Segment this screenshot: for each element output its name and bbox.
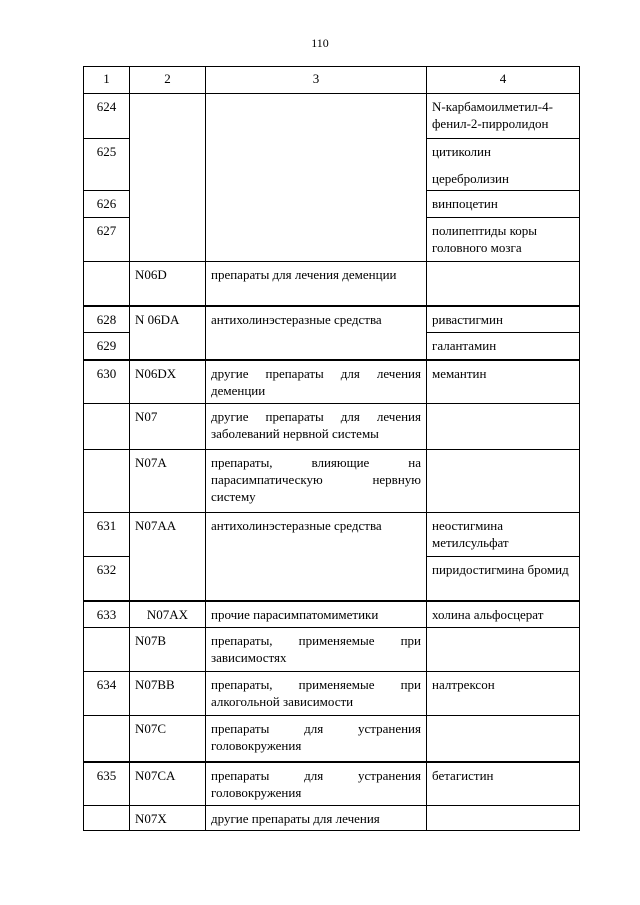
group-description: препараты для устранения головокружения — [206, 762, 427, 806]
group-description: антихолинэстеразные средства — [206, 306, 427, 360]
table-row — [84, 762, 580, 806]
drug-name: холина альфосцерат — [427, 601, 580, 628]
atc-code: N07B — [130, 628, 206, 672]
description-cell-empty — [206, 94, 427, 262]
drug-name-empty — [427, 404, 580, 450]
row-number: 634 — [84, 672, 130, 716]
row-number-empty — [84, 806, 130, 831]
code-cell-empty — [130, 94, 206, 262]
table-header-row — [84, 67, 580, 94]
row-number: 629 — [84, 333, 130, 360]
header-col-4: 4 — [427, 67, 580, 94]
row-number: 632 — [84, 557, 130, 601]
table-row — [84, 360, 580, 404]
header-col-1: 1 — [84, 67, 130, 94]
atc-code: N07CA — [130, 762, 206, 806]
drug-name-cell — [427, 139, 580, 191]
drug-name-empty — [427, 806, 580, 831]
group-description: препараты, применяемые при зависимостях — [206, 628, 427, 672]
group-description: препараты для устранения головокружения — [206, 716, 427, 762]
group-description: другие препараты для лечения заболеваний нервной системы — [206, 404, 427, 450]
atc-code: N07C — [130, 716, 206, 762]
drug-name: ривастигмин — [427, 306, 580, 333]
group-description: антихолинэстеразные средства — [206, 513, 427, 601]
atc-code: N07 — [130, 404, 206, 450]
drug-name-empty — [427, 628, 580, 672]
drug-table — [83, 66, 580, 831]
atc-code: N07BB — [130, 672, 206, 716]
group-description: препараты, применяемые при алкогольной зависимости — [206, 672, 427, 716]
row-number: 624 — [84, 94, 130, 139]
table-row — [84, 450, 580, 513]
atc-code: N06DX — [130, 360, 206, 404]
row-number-empty — [84, 716, 130, 762]
row-number: 631 — [84, 513, 130, 557]
row-number-empty — [84, 450, 130, 513]
drug-name-empty — [427, 716, 580, 762]
atc-code: N07AX — [130, 601, 206, 628]
row-number: 626 — [84, 191, 130, 218]
table-row — [84, 628, 580, 672]
table-row — [84, 306, 580, 333]
header-col-2: 2 — [130, 67, 206, 94]
table-row — [84, 513, 580, 557]
table-row — [84, 672, 580, 716]
table-row — [84, 716, 580, 762]
drug-name: неостигмина метилсульфат — [427, 513, 580, 557]
row-number-empty — [84, 404, 130, 450]
row-number-empty — [84, 262, 130, 306]
drug-name: галантамин — [427, 333, 580, 360]
drug-name: N-карбамоилметил-4-фенил-2-пирролидон — [427, 94, 580, 139]
group-description: препараты, влияющие на парасимпатическую нервную систему — [206, 450, 427, 513]
atc-code: N06D — [130, 262, 206, 306]
row-number: 625 — [84, 139, 130, 191]
drug-name: церебролизин — [432, 171, 509, 186]
table-row — [84, 94, 580, 139]
atc-code: N07AA — [130, 513, 206, 601]
row-number: 635 — [84, 762, 130, 806]
atc-code: N 06DA — [130, 306, 206, 360]
drug-name-empty — [427, 450, 580, 513]
drug-name: полипептиды коры головного мозга — [427, 218, 580, 262]
header-col-3: 3 — [206, 67, 427, 94]
table-row — [84, 806, 580, 831]
atc-code: N07X — [130, 806, 206, 831]
group-description: препараты для лечения деменции — [206, 262, 427, 306]
drug-name: винпоцетин — [427, 191, 580, 218]
drug-name: пиридостигмина бромид — [427, 557, 580, 601]
atc-code: N07A — [130, 450, 206, 513]
row-number: 628 — [84, 306, 130, 333]
table-row — [84, 404, 580, 450]
group-description: другие препараты для лечения — [206, 806, 427, 831]
row-number: 630 — [84, 360, 130, 404]
group-description: другие препараты для лечения деменции — [206, 360, 427, 404]
drug-name-empty — [427, 262, 580, 306]
table-row — [84, 262, 580, 306]
drug-name: мемантин — [427, 360, 580, 404]
row-number: 627 — [84, 218, 130, 262]
drug-name: налтрексон — [427, 672, 580, 716]
drug-name: бетагистин — [427, 762, 580, 806]
row-number: 633 — [84, 601, 130, 628]
table-row — [84, 601, 580, 628]
row-number-empty — [84, 628, 130, 672]
group-description: прочие парасимпатомиметики — [206, 601, 427, 628]
page-number: 110 — [311, 36, 329, 50]
drug-name: цитиколин — [432, 144, 491, 159]
